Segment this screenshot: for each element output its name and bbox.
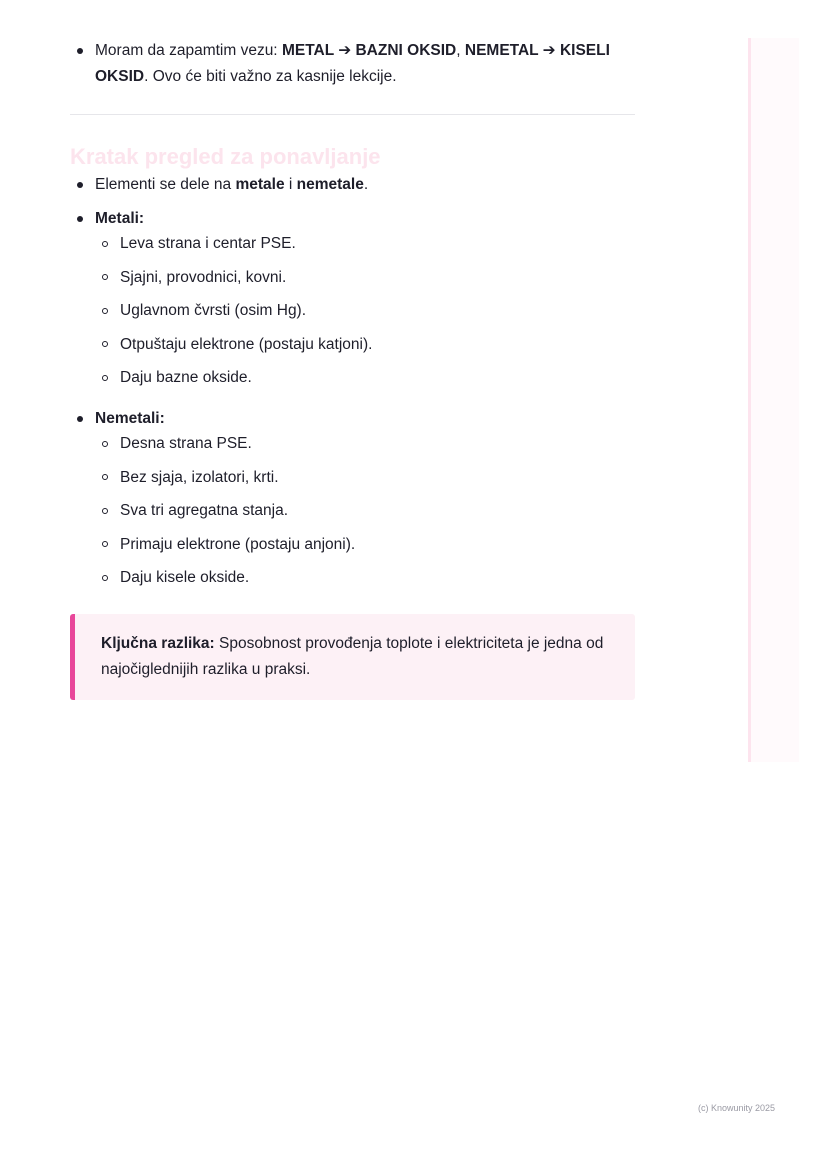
nonmetals-sublist <box>95 432 635 590</box>
overview-list <box>70 172 635 590</box>
document-content <box>70 38 635 700</box>
intro-pair-metal: METAL ➔ BAZNI OKSID <box>281 42 457 59</box>
copyright-footer: (c) Knowunity 2025 <box>697 1103 775 1113</box>
nonmetals-group <box>70 406 635 590</box>
section-title: Kratak pregled za ponavljanje <box>70 144 381 169</box>
intro-bullet <box>70 38 635 90</box>
metals-label: Metali: <box>95 210 145 227</box>
elements-mid: i <box>284 176 297 193</box>
intro-lead: Moram da zapamtim vezu: <box>95 42 282 59</box>
nonmetals-item: Desna strana PSE. <box>95 432 635 456</box>
metals-item: Otpuštaju elektrone (postaju katjoni). <box>95 333 635 357</box>
callout-text: Sposobnost provođenja toplote i elektriciteta je jedna od najočiglednijih razlika u praksi. <box>101 635 604 678</box>
section-divider <box>70 114 635 115</box>
metals-item: Uglavnom čvrsti (osim Hg). <box>95 299 635 323</box>
intro-pair-nonmetal: NEMETAL ➔ KISELI OKSID <box>95 42 610 85</box>
intro-tail: . Ovo će biti važno za kasnije lekcije. <box>144 68 397 85</box>
side-panel <box>748 38 799 762</box>
nonmetals-label: Nemetali: <box>95 410 165 427</box>
nonmetals-item: Primaju elektrone (postaju anjoni). <box>95 533 635 557</box>
metals-sublist <box>95 232 635 390</box>
metals-group <box>70 206 635 390</box>
elements-lead: Elementi se dele na <box>95 176 236 193</box>
nonmetals-item: Daju kisele okside. <box>95 566 635 590</box>
key-difference-callout <box>70 614 635 700</box>
intro-list <box>70 38 635 90</box>
metals-item: Leva strana i centar PSE. <box>95 232 635 256</box>
nonmetals-item: Bez sjaja, izolatori, krti. <box>95 466 635 490</box>
nonmetals-item: Sva tri agregatna stanja. <box>95 499 635 523</box>
elements-end: . <box>363 176 369 193</box>
metals-item: Daju bazne okside. <box>95 366 635 390</box>
elements-term-nonmetals: nemetale <box>296 176 364 193</box>
intro-separator: , <box>456 42 465 59</box>
elements-term-metals: metale <box>235 176 285 193</box>
metals-item: Sjajni, provodnici, kovni. <box>95 266 635 290</box>
callout-label: Ključna razlika: <box>101 635 215 652</box>
overview-elements-item <box>70 172 635 198</box>
